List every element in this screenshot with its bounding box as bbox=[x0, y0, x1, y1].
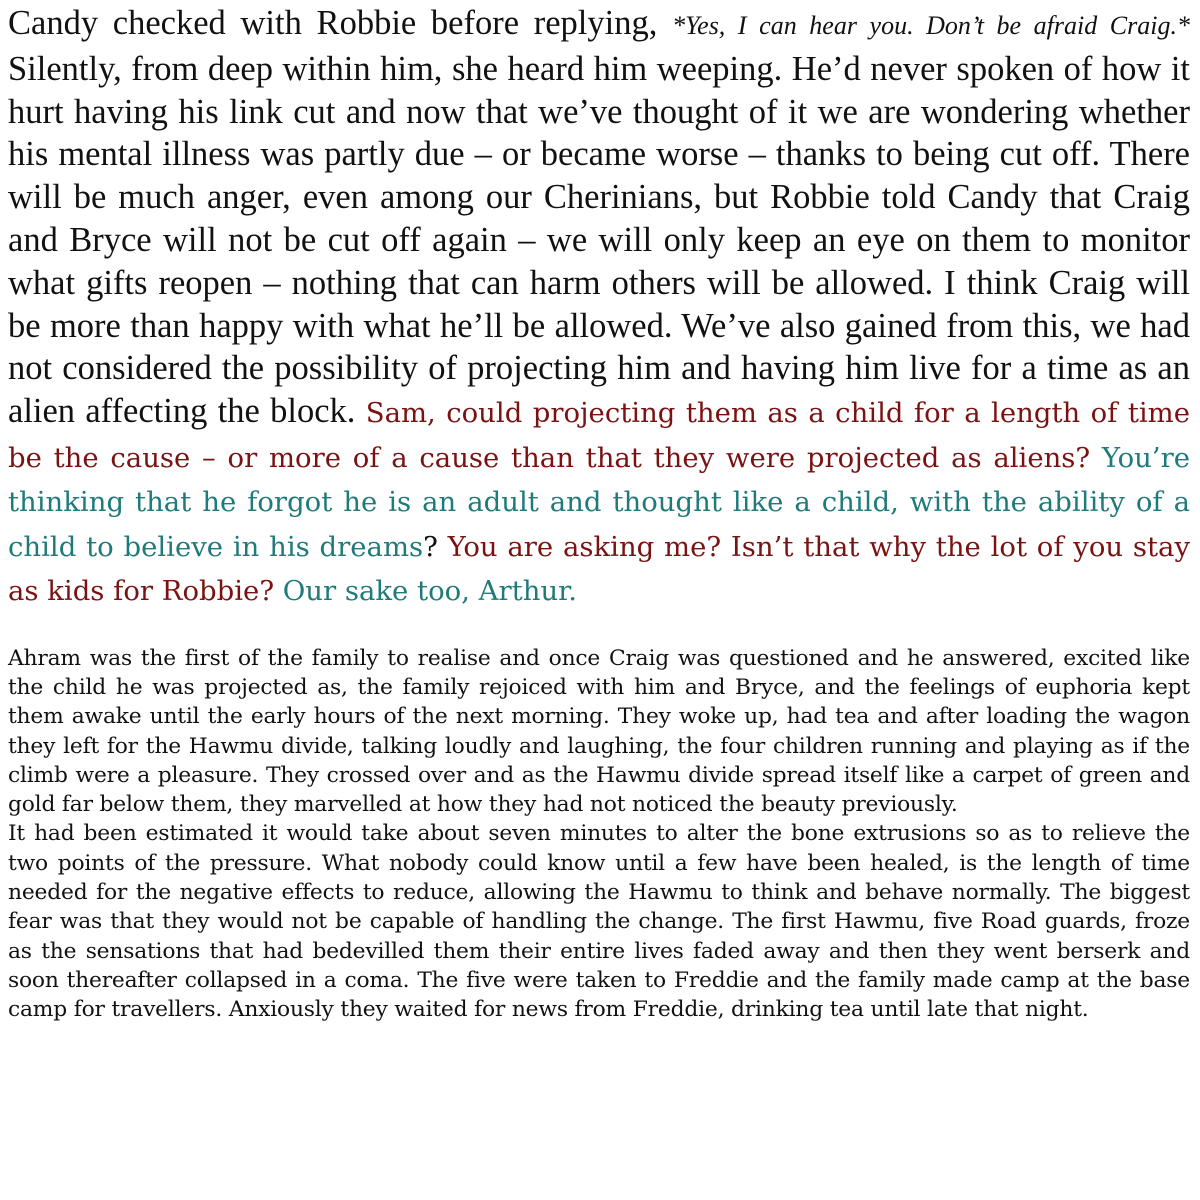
teal-speech-2: Our sake too, Arthur. bbox=[282, 575, 578, 608]
italic-quote: *Yes, I can hear you. Don’t be afraid Craig.* bbox=[672, 11, 1190, 40]
paragraph-estimate: It had been estimated it would take about seven minutes to alter the bone extrusions so as to relieve the two points of the pressure. What nobody could know until a few have been healed, is the length of time needed for the negative effects to reduce, allowing the Hawmu to think and behave normally. The biggest fear was that they would not be capable of handling the change. The first Hawmu, five Road guards, froze as the sensations that had bedevilled them their entire lives faded away and then they went berserk and soon thereafter collapsed in a coma. The five were taken to Freddie and the family made camp at the base camp for travellers. Anxiously they waited for news from Freddie, drinking tea until late that night. bbox=[8, 821, 1190, 1023]
teal-speech-1: You’re thinking that he forgot he is an adult and thought like a child, with the ability of a child to believe in his dreams bbox=[8, 441, 1191, 563]
body-text: Silently, from deep within him, she heard him weeping. He’d never spoken of how it hurt having his link cut and now that we’ve thought of it we are wondering whether his mental illness was partly due – or became worse – thanks to being cut off. There will be much anger, even among our Cherinians, but Robbie told Candy that Craig and Bryce will not be cut off again – we will only keep an eye on them to monitor what gifts reopen – nothing that can harm others will be allowed. I think Craig will be more than happy with what he’ll be allowed. We’ve also gained from this, we had not considered the possibility of projecting him and having him live for a time as an alien affecting the block. bbox=[8, 49, 1190, 431]
paragraph-ahram: Ahram was the first of the family to realise and once Craig was questioned and he answered, excited like the child he was projected as, the family rejoiced with him and Bryce, and the feelings of euphoria kept them awake until the early hours of the next morning. They woke up, had tea and after loading the wagon they left for the Hawmu divide, talking loudly and laughing, the four children running and playing as if the climb were a pleasure. They crossed over and as the Hawmu divide spread itself like a carpet of green and gold far below them, they marvelled at how they had not noticed the beauty previously. bbox=[8, 645, 1190, 818]
paragraph-dialogue bbox=[8, 2, 1190, 613]
document-page bbox=[8, 2, 1190, 1025]
question-mark: ? bbox=[423, 530, 438, 563]
intro-text: Candy checked with Robbie before replying, bbox=[8, 4, 658, 42]
red-speech-1: Sam, could projecting them as a child for a length of time be the cause – or more of a cause than that they were projected as aliens? bbox=[8, 397, 1191, 474]
red-speech-2: You are asking me? Isn’t that why the lot of you stay as kids for Robbie? bbox=[8, 530, 1190, 608]
